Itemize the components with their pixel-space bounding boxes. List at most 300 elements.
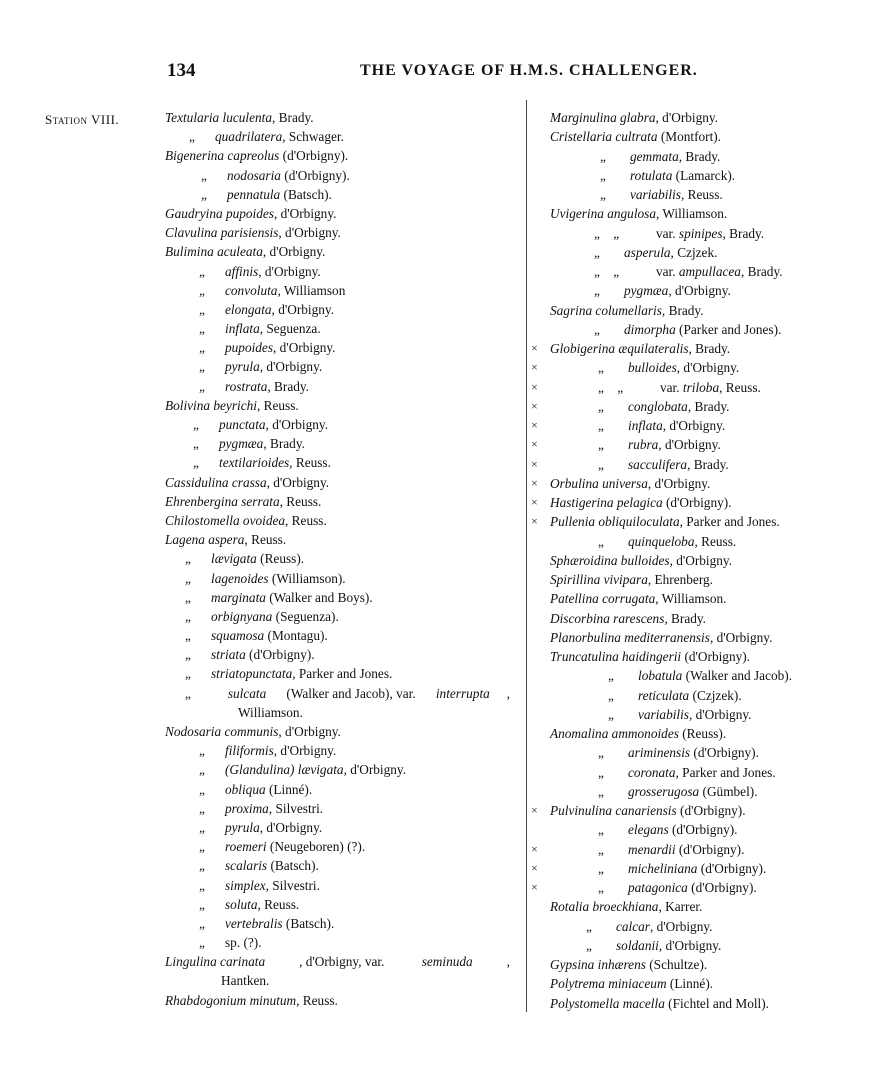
species-name: Clavulina parisiensis — [165, 225, 279, 241]
species-authority: (Neugeboren) (?). — [266, 839, 366, 855]
species-entry — [531, 782, 861, 801]
species-authority: (d'Orbigny). — [690, 745, 759, 761]
species-authority: , d'Orbigny. — [278, 225, 341, 241]
species-authority: (d'Orbigny). — [687, 880, 757, 895]
species-name: Textularia luculenta — [165, 110, 272, 125]
ditto-mark: „ — [199, 301, 205, 317]
ditto-mark: „ — [199, 781, 205, 797]
species-entry — [165, 166, 510, 185]
species-authority: (Walker and Jacob), var. — [283, 685, 420, 701]
species-authority: , Brady. — [267, 378, 309, 394]
species-name: gemmata — [630, 148, 679, 164]
species-name: Polytrema miniaceum — [550, 976, 667, 992]
species-entry — [531, 397, 861, 416]
species-authority: , Brady. — [687, 398, 730, 414]
species-authority: (Gümbel). — [699, 783, 758, 799]
species-name: Planorbulina mediterranensis — [550, 629, 710, 645]
ditto-mark: „ — [193, 455, 199, 471]
species-authority: , Schwager. — [282, 129, 344, 145]
species-authority: , Reuss. — [257, 896, 300, 912]
species-entry — [165, 492, 510, 511]
species-authority: , d'Orbigny. — [343, 762, 407, 778]
species-name: pupoides — [225, 340, 274, 356]
species-entry — [531, 127, 861, 146]
species-authority: , d'Orbigny. — [265, 417, 329, 432]
ditto-mark: „ — [598, 360, 604, 376]
species-authority: , d'Orbigny. — [649, 918, 713, 934]
species-name: Nodosaria communis — [165, 724, 279, 739]
ditto-mark: „ — [201, 186, 207, 202]
ditto-mark: „ — [598, 745, 604, 761]
species-authority: , Brady. — [661, 302, 704, 318]
species-authority: var. — [660, 379, 683, 395]
species-entry — [531, 589, 861, 608]
species-authority: , Parker and Jones. — [679, 514, 780, 530]
species-entry — [531, 358, 861, 377]
species-authority: (Reuss). — [678, 726, 727, 741]
species-name: Rhabdogonium minutum — [165, 992, 297, 1008]
ditto-mark: „ — [199, 800, 205, 816]
species-entry — [531, 243, 861, 262]
sounding-mark: × — [531, 880, 538, 894]
species-entry — [531, 455, 861, 474]
species-authority: , d'Orbigny. — [647, 475, 711, 491]
ditto-mark: „ — [199, 378, 205, 394]
species-authority: (Lamarck). — [672, 167, 736, 183]
species-authority: , Reuss. — [279, 493, 322, 509]
species-name: lobatula — [638, 668, 683, 684]
species-entry — [531, 743, 861, 762]
ditto-mark: „ — [594, 244, 600, 260]
species-authority: (d'Orbigny). — [675, 841, 745, 857]
ditto-mark: „ — [598, 860, 604, 876]
species-name: pyrula — [225, 819, 260, 835]
variety-authority: , Brady. — [722, 225, 765, 241]
species-entry — [531, 512, 861, 531]
sounding-mark: × — [531, 456, 538, 471]
species-name: pygmæa — [219, 436, 264, 452]
species-authority: (Fichtel and Moll). — [664, 995, 769, 1011]
species-name: variabilis — [630, 187, 681, 202]
species-name: lævigata — [211, 551, 257, 567]
ditto-mark: „ — [193, 417, 199, 432]
species-authority: var. — [656, 264, 679, 279]
species-authority: , Reuss. — [256, 397, 299, 413]
ditto-mark: „ — [199, 263, 205, 279]
species-name: Lagena aspera — [165, 532, 245, 548]
species-authority: (d'Orbigny). — [662, 495, 732, 510]
species-entry — [165, 703, 510, 722]
ditto-mark: „ — [199, 819, 205, 835]
ditto-mark: „ — [185, 551, 191, 567]
variety-name: ampullacea — [678, 264, 741, 279]
species-authority: (Linné). — [265, 781, 313, 797]
species-name: elegans — [628, 822, 669, 838]
ditto-mark: „ — [185, 647, 191, 663]
species-authority: Williamson. — [238, 704, 303, 720]
species-entry — [165, 684, 510, 703]
species-name: Gypsina inhærens — [550, 957, 646, 972]
species-entry — [531, 166, 861, 185]
running-title: THE VOYAGE OF H.M.S. CHALLENGER. — [360, 62, 698, 79]
species-entry — [531, 339, 861, 358]
species-entry — [165, 127, 510, 146]
species-entry — [165, 991, 510, 1010]
species-name: striatopunctata — [211, 666, 293, 682]
species-entry — [165, 204, 510, 223]
species-authority: , d'Orbigny. — [688, 706, 752, 722]
species-authority: , Brady. — [687, 456, 729, 472]
species-name: asperula — [624, 244, 671, 260]
species-name: Bigenerina capreolus — [165, 148, 280, 164]
species-entry — [165, 722, 510, 741]
species-name: Anomalina ammonoides — [550, 726, 679, 741]
variety-name: spinipes — [678, 225, 723, 241]
species-entry — [531, 474, 861, 493]
ditto-mark: „ — [199, 359, 205, 375]
species-entry — [531, 859, 861, 878]
species-authority: (d'Orbigny). — [697, 860, 767, 876]
ditto-mark: „ — [608, 687, 614, 703]
species-name: conglobata — [628, 398, 688, 414]
species-name: Sphæroidina bulloides — [550, 552, 670, 568]
species-entry — [165, 185, 510, 204]
species-entry — [531, 628, 861, 647]
page-number: 134 — [167, 60, 196, 81]
species-authority: , d'Orbigny. — [709, 629, 773, 645]
species-authority: , d'Orbigny. — [258, 263, 321, 279]
species-entry — [165, 664, 510, 683]
species-name: Polystomella macella — [550, 995, 665, 1011]
species-name: Orbulina universa — [550, 475, 648, 491]
ditto-mark: „ — [193, 436, 199, 452]
species-entry — [165, 377, 510, 396]
species-name: proxima — [225, 800, 269, 816]
species-entry — [531, 204, 861, 223]
species-authority: , d'Orbigny. — [259, 359, 323, 375]
species-entry — [165, 971, 510, 990]
ditto-mark: „ — [199, 743, 205, 759]
ditto-mark: „ — [598, 822, 604, 838]
species-entry — [165, 607, 510, 626]
ditto-mark: „ — [598, 880, 604, 895]
species-authority: (Williamson). — [268, 570, 346, 586]
species-entry — [531, 840, 861, 859]
species-entry — [165, 741, 510, 760]
species-name: inflata — [628, 418, 663, 433]
species-entry — [165, 933, 510, 952]
species-name: obliqua — [225, 781, 266, 797]
species-authority: , Brady. — [263, 436, 305, 452]
species-authority: , d'Orbigny. — [271, 301, 335, 317]
ditto-mark: „ — [199, 762, 205, 778]
species-entry — [531, 936, 861, 955]
species-entry — [531, 917, 861, 936]
species-entry — [165, 473, 510, 492]
variety-name: interrupta — [435, 685, 490, 701]
species-name: rostrata — [225, 378, 268, 394]
sounding-mark: × — [531, 860, 538, 875]
species-entry — [165, 760, 510, 779]
variety-authority: , Brady. — [740, 264, 783, 279]
species-authority: , Reuss. — [296, 992, 338, 1008]
species-name: sacculifera — [628, 456, 688, 472]
species-name: Hastigerina pelagica — [550, 495, 663, 510]
species-name: reticulata — [638, 687, 690, 703]
station-label: Station VIII. — [45, 112, 120, 127]
species-authority: , Brady. — [272, 110, 314, 125]
species-entry — [531, 897, 861, 916]
species-entry — [531, 301, 861, 320]
species-name: rubra — [628, 437, 659, 453]
species-name: pyrula — [225, 359, 260, 375]
species-entry — [165, 952, 510, 971]
ditto-mark: „ — [598, 533, 604, 549]
species-authority: (Czjzek). — [689, 687, 742, 703]
species-name: Marginulina glabra — [550, 110, 656, 125]
species-authority: (d'Orbigny). — [668, 822, 738, 838]
species-authority: (Batsch). — [267, 858, 319, 874]
ditto-mark: „ — [594, 283, 600, 299]
species-name: affinis — [225, 263, 259, 279]
ditto-mark: „ — [199, 321, 205, 337]
species-authority: , Williamson. — [656, 206, 728, 222]
species-entry — [165, 895, 510, 914]
species-authority: , Parker and Jones. — [292, 666, 393, 682]
species-authority: , Karrer. — [658, 899, 703, 915]
species-name: Uvigerina angulosa — [550, 206, 656, 222]
sounding-mark: × — [531, 418, 538, 432]
species-name: coronata — [628, 764, 676, 780]
variety-name: triloba — [682, 379, 720, 395]
species-authority: , Reuss. — [285, 512, 327, 528]
species-authority: , d'Orbigny. — [259, 819, 323, 835]
species-authority: , Brady. — [678, 148, 721, 164]
species-entry — [165, 434, 510, 453]
species-authority: , d'Orbigny. — [669, 552, 733, 568]
variety-name: seminuda — [421, 954, 473, 970]
species-name: Spirillina vivipara — [550, 572, 648, 587]
species-name: ariminensis — [628, 745, 691, 761]
ditto-mark: „ — [199, 935, 205, 951]
species-name: Bolivina beyrichi — [165, 397, 257, 413]
variety-authority: , — [506, 954, 510, 970]
ditto-mark: „ — [586, 937, 592, 953]
variety-authority: , Reuss. — [719, 379, 761, 395]
species-name: Cassidulina crassa — [165, 474, 267, 490]
sounding-mark: × — [531, 475, 538, 490]
species-name: (Glandulina) lævigata — [225, 762, 344, 778]
species-entry — [165, 300, 510, 319]
ditto-mark: „ — [189, 129, 195, 145]
ditto-mark: „ — [199, 858, 205, 874]
sounding-mark: × — [531, 803, 538, 817]
species-authority: , Williamson. — [655, 591, 727, 607]
ditto-mark: „ „ — [594, 264, 620, 279]
species-name: convoluta — [225, 282, 278, 298]
species-entry — [531, 551, 861, 570]
species-authority: (Parker and Jones). — [675, 321, 782, 337]
species-name: soldanii — [616, 937, 659, 953]
species-name: calcar — [616, 918, 650, 934]
species-authority: , d'Orbigny. — [662, 418, 726, 433]
species-authority: (d'Orbigny). — [681, 649, 751, 664]
species-name: striata — [211, 647, 246, 663]
species-entry — [531, 532, 861, 551]
sounding-mark: × — [531, 341, 538, 355]
species-authority: , Czjzek. — [670, 244, 718, 260]
ditto-mark: „ — [600, 148, 606, 164]
species-authority: (Seguenza). — [272, 608, 339, 624]
species-name: grosserugosa — [628, 783, 700, 799]
species-name: filiformis — [225, 743, 274, 759]
species-authority: (Montfort). — [657, 129, 722, 145]
species-entry — [531, 666, 861, 685]
species-authority: , d'Orbigny. — [266, 474, 330, 490]
species-name: pygmæa — [624, 283, 669, 299]
column-divider — [526, 100, 527, 1012]
species-entry — [531, 185, 861, 204]
species-entry — [531, 320, 861, 339]
species-entry — [165, 223, 510, 242]
species-entry — [531, 378, 861, 397]
ditto-mark: „ — [185, 685, 191, 701]
species-authority: , Parker and Jones. — [675, 764, 776, 780]
species-authority: , d'Orbigny. — [273, 340, 336, 356]
species-authority: , Brady. — [664, 610, 706, 626]
species-entry — [165, 338, 510, 357]
species-name: roemeri — [225, 839, 267, 855]
species-name: Sagrina columellaris — [550, 302, 662, 318]
species-authority: (Linné). — [666, 976, 714, 992]
species-authority: (Batsch). — [282, 915, 335, 931]
ditto-mark: „ — [199, 877, 205, 893]
ditto-mark: „ — [199, 340, 205, 356]
ditto-mark: „ — [608, 706, 614, 722]
species-name: Truncatulina haidingerii — [550, 649, 682, 664]
species-name: sulcata — [227, 685, 267, 701]
species-name: simplex — [225, 877, 266, 893]
species-entry — [531, 281, 861, 300]
species-entry — [531, 763, 861, 782]
species-entry — [165, 856, 510, 875]
species-entry — [165, 415, 510, 434]
species-entry — [531, 974, 861, 993]
species-name: Bulimina aculeata — [165, 244, 263, 260]
ditto-mark: „ — [185, 589, 191, 605]
ditto-mark: „ — [598, 764, 604, 780]
species-name: squamosa — [211, 628, 265, 644]
ditto-mark: „ — [598, 398, 604, 414]
species-entry — [165, 780, 510, 799]
species-authority: , d'Orbigny. — [668, 283, 731, 299]
ditto-mark: „ — [199, 282, 205, 298]
species-name: Ehrenbergina serrata — [165, 493, 280, 509]
page-header — [0, 60, 880, 88]
species-name: bulloides — [628, 360, 677, 376]
species-entry — [165, 530, 510, 549]
species-name: Pulvinulina canariensis — [550, 803, 677, 818]
species-entry — [531, 686, 861, 705]
species-entry — [165, 799, 510, 818]
species-authority: , Reuss. — [694, 533, 737, 549]
species-name: menardii — [628, 841, 676, 857]
species-entry — [531, 955, 861, 974]
species-entry — [165, 146, 510, 165]
species-authority: (Walker and Boys). — [265, 589, 373, 605]
sounding-mark: × — [531, 841, 538, 856]
species-authority: , Silvestri. — [265, 877, 320, 893]
species-entry — [165, 645, 510, 664]
sounding-mark: × — [531, 495, 538, 509]
species-authority: , d'Orbigny, var. — [299, 954, 388, 970]
ditto-mark: „ — [598, 456, 604, 472]
species-authority: , d'Orbigny. — [273, 205, 337, 221]
left-species-column — [165, 108, 510, 1010]
species-authority: , d'Orbigny. — [655, 110, 719, 125]
ditto-mark: „ — [598, 437, 604, 453]
species-name: Rotalia broeckhiana — [550, 899, 659, 915]
species-entry — [165, 569, 510, 588]
species-entry — [165, 818, 510, 837]
species-entry — [165, 588, 510, 607]
species-authority: , d'Orbigny. — [658, 937, 722, 953]
species-authority: , d'Orbigny. — [658, 437, 721, 453]
species-authority: , Reuss. — [244, 532, 287, 548]
species-authority: , Silvestri. — [268, 800, 324, 816]
species-entry — [165, 914, 510, 933]
species-entry — [531, 435, 861, 454]
species-name: quadrilatera — [215, 129, 283, 145]
ditto-mark: „ — [600, 167, 606, 183]
species-authority: var. — [656, 225, 679, 241]
species-name: pennatula — [227, 186, 281, 202]
variety-authority: , — [506, 685, 510, 701]
species-name: orbignyana — [211, 608, 273, 624]
ditto-mark: „ — [598, 841, 604, 857]
species-entry — [531, 878, 861, 897]
species-name: scalaris — [225, 858, 268, 874]
species-authority: , Reuss. — [289, 455, 331, 471]
species-authority: , d'Orbigny. — [262, 244, 326, 260]
ditto-mark: „ „ — [594, 225, 620, 241]
ditto-mark: „ — [201, 167, 207, 183]
ditto-mark: „ — [185, 570, 191, 586]
species-entry — [165, 396, 510, 415]
sounding-mark: × — [531, 379, 538, 394]
species-entry — [165, 357, 510, 376]
right-species-column — [531, 108, 861, 1013]
ditto-mark: „ — [586, 918, 592, 934]
species-authority: (d'Orbigny). — [676, 803, 746, 818]
species-name: Chilostomella ovoidea — [165, 512, 286, 528]
species-authority: (Reuss). — [256, 551, 305, 567]
species-entry — [531, 493, 861, 512]
species-entry — [531, 570, 861, 589]
species-entry — [531, 801, 861, 820]
species-entry — [165, 242, 510, 261]
species-authority: sp. (?). — [225, 935, 262, 951]
species-name: nodosaria — [227, 167, 281, 183]
species-entry — [531, 724, 861, 743]
species-entry — [165, 626, 510, 645]
species-authority: , Reuss. — [680, 187, 723, 202]
ditto-mark: „ — [185, 608, 191, 624]
species-entry — [165, 281, 510, 300]
ditto-mark: „ — [594, 321, 600, 337]
ditto-mark: „ — [598, 418, 604, 433]
species-authority: , d'Orbigny. — [273, 743, 337, 759]
